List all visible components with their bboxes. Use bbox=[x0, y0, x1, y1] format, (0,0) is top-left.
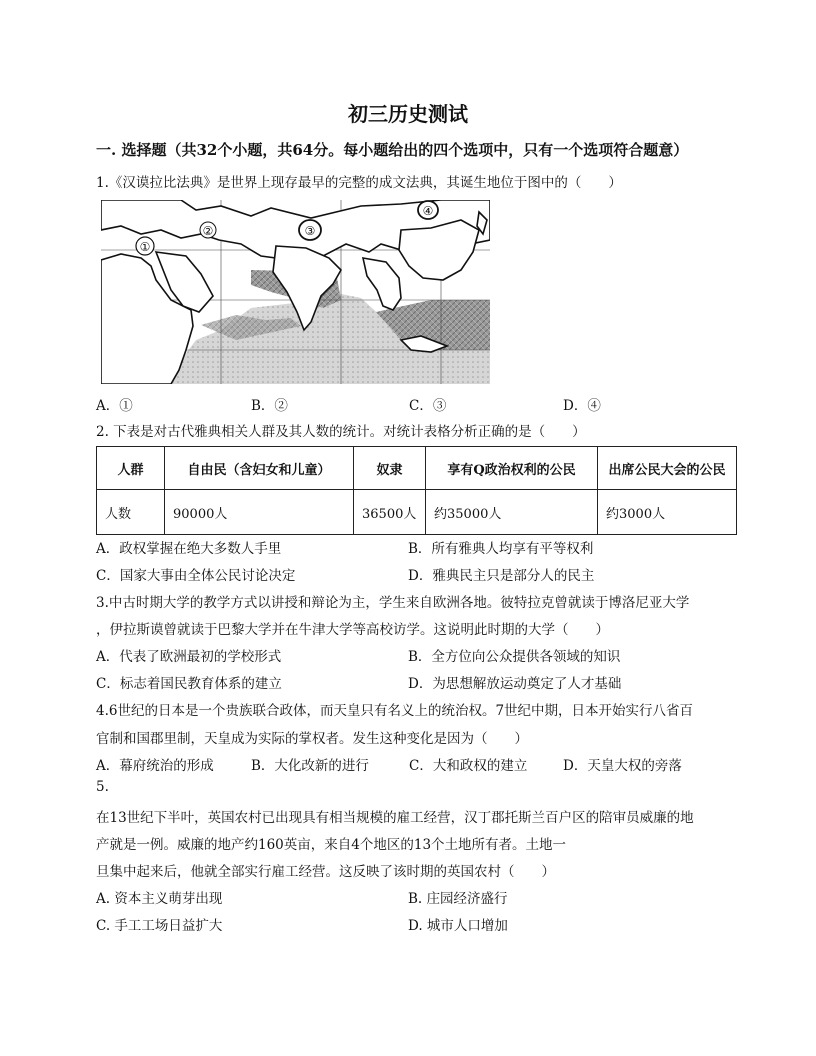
q2-stem: 2. 下表是对古代雅典相关人群及其人数的统计。对统计表格分析正确的是（ ） bbox=[96, 424, 586, 440]
q4-option-b: B．大化改新的进行 bbox=[251, 758, 369, 774]
table-cell: 约3000人 bbox=[598, 490, 737, 535]
q5-option-b: B. 庄园经济盛行 bbox=[408, 891, 508, 907]
q5-stem-line-2: 产就是一例。威廉的地产约160英亩，来自4个地区的13个土地所有者。土地一 bbox=[96, 837, 567, 853]
table-header-cell: 出席公民大会的公民 bbox=[598, 447, 737, 490]
table-header-cell: 自由民（含妇女和儿童） bbox=[165, 447, 354, 490]
table-header-row bbox=[97, 447, 737, 490]
q1-stem: 1.《汉谟拉比法典》是世界上现存最早的完整的成文法典，其诞生地位于图中的（ ） bbox=[96, 175, 622, 191]
q5-option-a: A. 资本主义萌芽出现 bbox=[96, 891, 223, 907]
q2-option-b: B．所有雅典人均享有平等权利 bbox=[408, 541, 594, 557]
page-title: 初三历史测试 bbox=[348, 102, 468, 126]
q2-option-c: C．国家大事由全体公民讨论决定 bbox=[96, 568, 296, 584]
q5-number: 5. bbox=[96, 779, 109, 795]
q3-option-a: A．代表了欧洲最初的学校形式 bbox=[96, 649, 282, 665]
q4-option-c: C．大和政权的建立 bbox=[409, 758, 528, 774]
table-header-cell: 人群 bbox=[97, 447, 165, 490]
q4-option-a: A．幕府统治的形成 bbox=[96, 758, 214, 774]
table-cell: 36500人 bbox=[354, 490, 426, 535]
q2-option-a: A．政权掌握在绝大多数人手里 bbox=[96, 541, 282, 557]
section-heading: 一. 选择题（共32个小题，共64分。每小题给出的四个选项中，只有一个选项符合题意） bbox=[96, 141, 689, 159]
map-marker-2: ② bbox=[202, 224, 214, 238]
table-cell: 人数 bbox=[97, 490, 165, 535]
map-marker-3: ③ bbox=[304, 224, 316, 238]
table-cell: 90000人 bbox=[165, 490, 354, 535]
q5-stem-line-1: 在13世纪下半叶，英国农村已出现具有相当规模的雇工经营，汉丁郡托斯兰百户区的陪审员威廉的地 bbox=[96, 810, 694, 826]
q1-map bbox=[101, 200, 490, 384]
q3-stem-line-1: 3.中古时期大学的教学方式以讲授和辩论为主，学生来自欧洲各地。彼特拉克曾就读于博洛尼亚大学 bbox=[96, 595, 690, 611]
q4-stem-line-2: 官制和国郡里制，天皇成为实际的掌权者。发生这种变化是因为（ ） bbox=[96, 731, 528, 747]
table-row bbox=[97, 490, 737, 535]
table-header-cell: 奴隶 bbox=[354, 447, 426, 490]
q3-option-c: C．标志着国民教育体系的建立 bbox=[96, 676, 282, 692]
q5-option-c: C. 手工工场日益扩大 bbox=[96, 918, 223, 934]
table-cell: 约35000人 bbox=[426, 490, 598, 535]
q3-stem-line-2: ，伊拉斯谟曾就读于巴黎大学并在牛津大学等高校访学。这说明此时期的大学（ ） bbox=[96, 622, 609, 638]
q3-option-b: B．全方位向公众提供各领域的知识 bbox=[408, 649, 621, 665]
q3-option-d: D．为思想解放运动奠定了人才基础 bbox=[408, 676, 622, 692]
q1-option-c: C．③ bbox=[409, 398, 447, 414]
q4-option-d: D．天皇大权的旁落 bbox=[563, 758, 682, 774]
q2-option-d: D．雅典民主只是部分人的民主 bbox=[408, 568, 595, 584]
table-header-cell: 享有Q政治权利的公民 bbox=[426, 447, 598, 490]
map-marker-4: ④ bbox=[422, 204, 434, 218]
q2-table bbox=[96, 446, 737, 535]
map-marker-1: ① bbox=[139, 240, 151, 254]
q1-option-b: B．② bbox=[251, 398, 288, 414]
q5-option-d: D. 城市人口增加 bbox=[408, 918, 508, 934]
q1-option-a: A．① bbox=[96, 398, 133, 414]
q4-stem-line-1: 4.6世纪的日本是一个贵族联合政体，而天皇只有名义上的统治权。7世纪中期，日本开始实行八省百 bbox=[96, 703, 694, 719]
q5-stem-line-3: 旦集中起来后，他就全部实行雇工经营。这反映了该时期的英国农村（ ） bbox=[96, 864, 555, 880]
q1-option-d: D．④ bbox=[563, 398, 601, 414]
